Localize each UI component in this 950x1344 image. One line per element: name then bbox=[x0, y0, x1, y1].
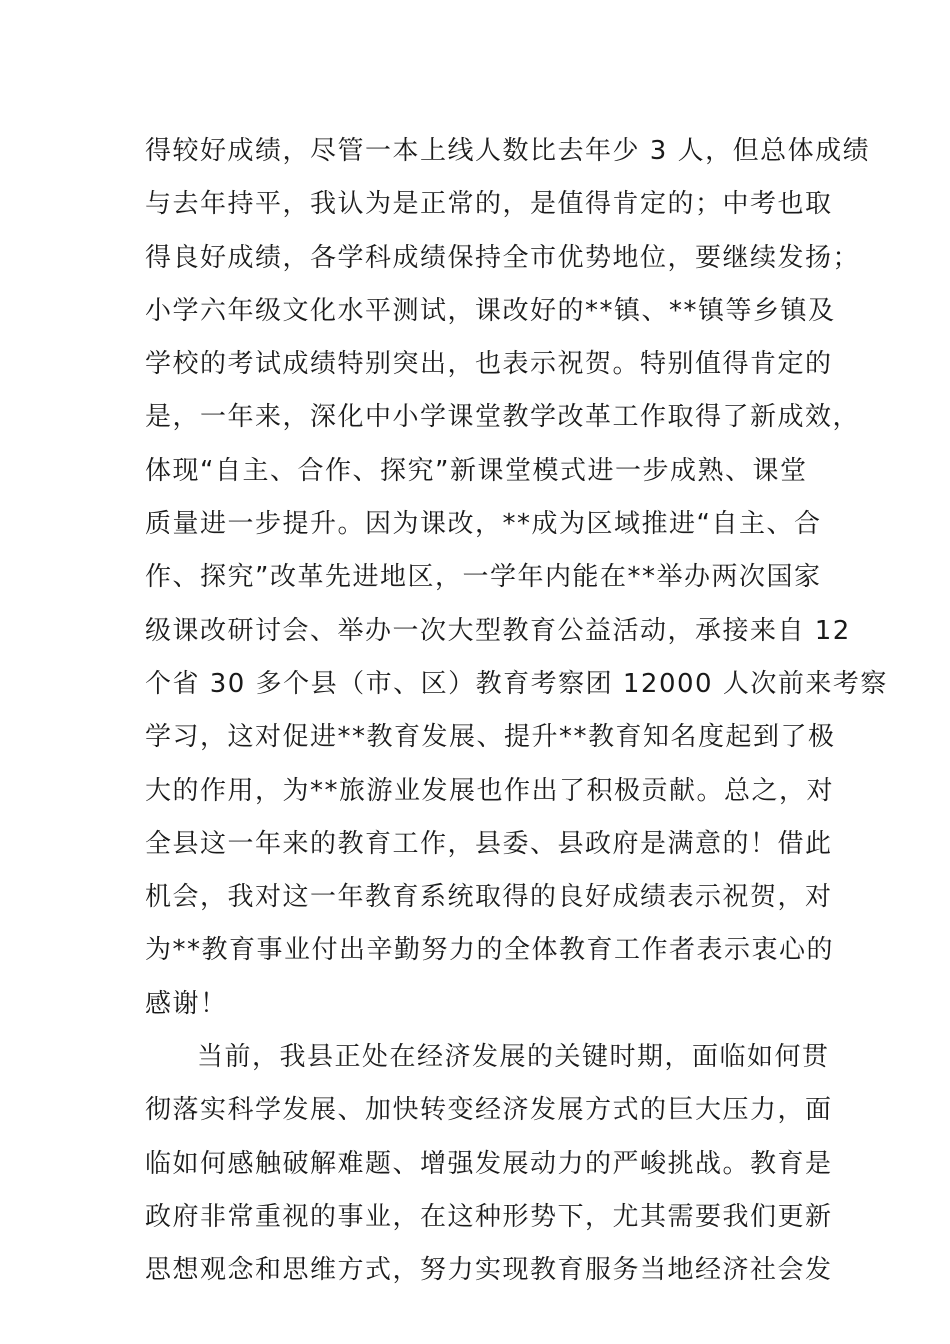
text-line: 彻落实科学发展、加快转变经济发展方式的巨大压力，面 bbox=[145, 1095, 833, 1126]
text-line: 临如何感触破解难题、增强发展动力的严峻挑战。教育是 bbox=[145, 1148, 833, 1179]
paragraph-start-line: 当前，我县正处在经济发展的关键时期，面临如何贯 bbox=[197, 1042, 830, 1073]
text-line: 思想观念和思维方式，努力实现教育服务当地经济社会发 bbox=[145, 1255, 833, 1286]
text-line: 体现“自主、合作、探究”新课堂模式进一步成熟、课堂 bbox=[145, 455, 808, 486]
text-line: 学校的考试成绩特别突出，也表示祝贺。特别值得肯定的 bbox=[145, 349, 833, 380]
text-line: 得良好成绩，各学科成绩保持全市优势地位，要继续发扬； bbox=[145, 242, 861, 273]
text-line: 质量进一步提升。因为课改，**成为区域推进“自主、合 bbox=[145, 509, 822, 540]
text-line: 级课改研讨会、举办一次大型教育公益活动，承接来自 12 bbox=[145, 615, 851, 646]
text-line: 个省 30 多个县（市、区）教育考察团 12000 人次前来考察 bbox=[145, 668, 888, 699]
text-line: 得较好成绩，尽管一本上线人数比去年少 3 人，但总体成绩 bbox=[145, 136, 871, 166]
text-line: 政府非常重视的事业，在这种形势下，尤其需要我们更新 bbox=[145, 1201, 833, 1232]
text-line: 大的作用，为**旅游业发展也作出了积极贡献。总之，对 bbox=[145, 775, 835, 806]
text-line: 学习，这对促进**教育发展、提升**教育知名度起到了极 bbox=[145, 722, 836, 753]
text-line: 机会，我对这一年教育系统取得的良好成绩表示祝贺，对 bbox=[145, 882, 833, 913]
text-line: 全县这一年来的教育工作，县委、县政府是满意的！借此 bbox=[145, 828, 833, 859]
text-line: 与去年持平，我认为是正常的，是值得肯定的；中考也取 bbox=[145, 189, 833, 220]
text-line: 是，一年来，深化中小学课堂教学改革工作取得了新成效， bbox=[145, 402, 861, 433]
text-line: 感谢！ bbox=[145, 988, 228, 1019]
text-line: 为**教育事业付出辛勤努力的全体教育工作者表示衷心的 bbox=[145, 935, 835, 966]
text-line: 作、探究”改革先进地区，一学年内能在**举办两次国家 bbox=[145, 562, 822, 593]
body-text bbox=[145, 125, 888, 1298]
text-line: 小学六年级文化水平测试，课改好的**镇、**镇等乡镇及 bbox=[145, 295, 836, 326]
